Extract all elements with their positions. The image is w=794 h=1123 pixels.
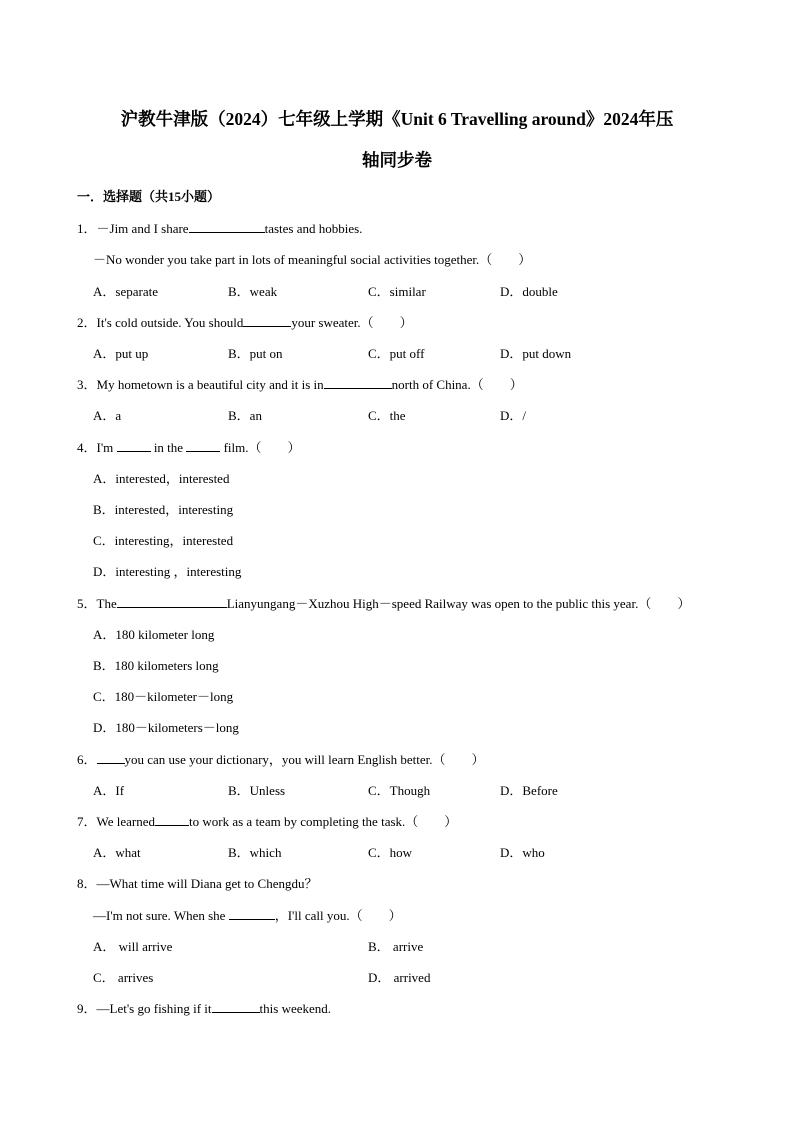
question-5 [77,593,690,612]
option-c[interactable]: C．Though [368,783,431,798]
option-c[interactable]: C． arrives [93,970,154,985]
question-text: north of China.（ ） [391,377,523,392]
question-1 [77,218,362,237]
question-8-line2 [93,905,402,924]
question-8 [77,873,317,892]
question-2 [77,312,413,331]
question-text: My hometown is a beautiful city and it is in [96,377,324,392]
question-9 [77,998,331,1017]
question-text: I'm [96,440,114,455]
answer-blank [212,1001,260,1013]
question-1-line2: －No wonder you take part in lots of meaningful social activities together.（ ） [93,252,532,267]
page-title-line1: 沪教牛津版（2024）七年级上学期《Unit 6 Travelling around》2024年压 [120,109,674,129]
question-text: you can use your dictionary，you will learn English better.（ ） [124,752,485,767]
section-heading: 一．选择题（共15小题） [77,189,221,204]
question-text: —I'm not sure. When she [93,908,226,923]
question-number: 9． [77,1001,97,1016]
question-text: It's cold outside. You should [96,315,244,330]
question-text: in the [153,440,184,455]
option-b[interactable]: B．put on [228,346,283,361]
question-text: —Let's go fishing if it [96,1001,212,1016]
answer-blank [155,814,189,826]
option-b[interactable]: B．interested，interesting [93,502,234,517]
question-text: this weekend. [259,1001,332,1016]
question-text: your sweater.（ ） [291,315,413,330]
answer-blank [117,596,227,608]
option-b[interactable]: B．an [228,408,262,423]
option-b[interactable]: B．180 kilometers long [93,658,219,673]
option-d[interactable]: D．who [500,845,545,860]
question-text: －Jim and I share [96,221,189,236]
option-a[interactable]: A．If [93,783,125,798]
option-c[interactable]: C．the [368,408,406,423]
answer-blank [186,440,220,452]
question-text: —What time will Diana get to Chengdu？ [96,876,318,891]
question-number: 6． [77,752,97,767]
question-text: We learned [96,814,156,829]
page-title-line2: 轴同步卷 [362,150,432,170]
option-a[interactable]: A．what [93,845,141,860]
option-a[interactable]: A．interested，interested [93,471,230,486]
option-b[interactable]: B．which [228,845,282,860]
option-a[interactable]: A． will arrive [93,939,173,954]
option-d[interactable]: D．double [500,284,558,299]
option-a[interactable]: A．put up [93,346,149,361]
answer-blank [189,221,265,233]
option-c[interactable]: C．interesting，interested [93,533,234,548]
option-d[interactable]: D．Before [500,783,558,798]
option-a[interactable]: A．a [93,408,122,423]
option-c[interactable]: C．180－kilometer－long [93,689,234,704]
option-d[interactable]: D．/ [500,408,527,423]
question-text: film.（ ） [223,440,301,455]
option-c[interactable]: C．similar [368,284,426,299]
question-number: 2． [77,315,97,330]
question-text: tastes and hobbies. [264,221,363,236]
option-b[interactable]: B．Unless [228,783,286,798]
option-b[interactable]: B．weak [228,284,278,299]
answer-blank [243,315,291,327]
option-d[interactable]: D．180－kilometers－long [93,720,239,735]
answer-blank [229,908,275,920]
question-text: The [96,596,117,611]
question-text: Lianyungang－Xuzhou High－speed Railway was open to the public this year.（ ） [226,596,691,611]
question-3 [77,374,523,393]
question-number: 7． [77,814,97,829]
option-c[interactable]: C．how [368,845,413,860]
question-number: 3． [77,377,97,392]
question-7 [77,811,457,830]
question-number: 4． [77,440,97,455]
option-b[interactable]: B． arrive [368,939,424,954]
question-text: ，I'll call you.（ ） [274,908,402,923]
question-number: 8． [77,876,97,891]
question-4 [77,437,300,456]
answer-blank [324,377,392,389]
option-d[interactable]: D． arrived [368,970,431,985]
option-a[interactable]: A．180 kilometer long [93,627,215,642]
question-number: 5． [77,596,97,611]
question-text: to work as a team by completing the task.（ ） [189,814,458,829]
answer-blank [97,752,125,764]
option-d[interactable]: D．put down [500,346,572,361]
question-number: 1． [77,221,97,236]
option-c[interactable]: C．put off [368,346,425,361]
question-6 [77,749,484,768]
option-d[interactable]: D．interesting ，interesting [93,564,242,579]
answer-blank [117,440,151,452]
option-a[interactable]: A．separate [93,284,158,299]
